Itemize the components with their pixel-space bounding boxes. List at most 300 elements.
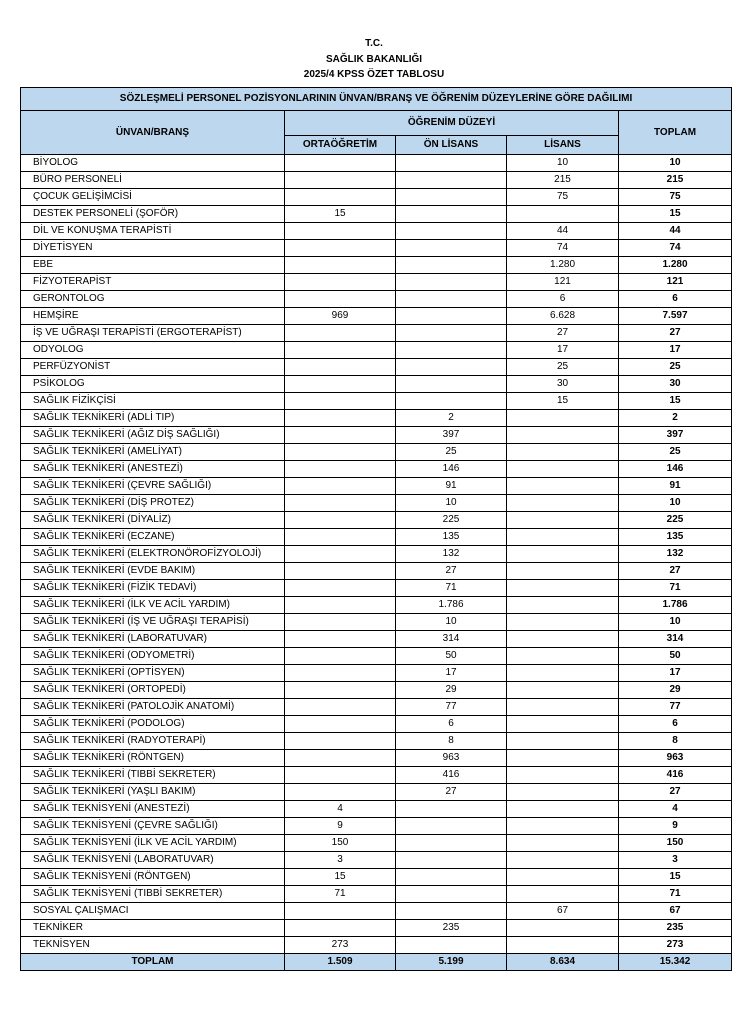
row-lisans-cell: 1.280	[507, 257, 619, 274]
row-onlisans-cell: 135	[396, 529, 507, 546]
total-ortaogretim: 1.509	[285, 954, 396, 971]
table-row	[21, 512, 732, 529]
row-toplam-cell: 135	[619, 529, 732, 546]
row-unvan-cell: HEMŞİRE	[21, 308, 285, 325]
row-lisans-cell	[507, 767, 619, 784]
row-unvan-cell: SAĞLIK FİZİKÇİSİ	[21, 393, 285, 410]
row-onlisans-cell: 963	[396, 750, 507, 767]
row-ortaogretim-cell: 3	[285, 852, 396, 869]
table-row	[21, 155, 732, 172]
row-unvan-cell: SAĞLIK TEKNİSYENİ (İLK VE ACİL YARDIM)	[21, 835, 285, 852]
row-onlisans-cell: 397	[396, 427, 507, 444]
row-lisans-cell	[507, 937, 619, 954]
row-lisans-cell: 67	[507, 903, 619, 920]
row-onlisans-cell	[396, 274, 507, 291]
row-lisans-cell	[507, 852, 619, 869]
row-lisans-cell	[507, 495, 619, 512]
row-onlisans-cell: 10	[396, 614, 507, 631]
row-unvan-cell: SAĞLIK TEKNİSYENİ (TIBBİ SEKRETER)	[21, 886, 285, 903]
row-unvan-cell: İŞ VE UĞRAŞI TERAPİSTİ (ERGOTERAPİST)	[21, 325, 285, 342]
row-unvan-cell: SAĞLIK TEKNİKERİ (ORTOPEDİ)	[21, 682, 285, 699]
row-toplam-cell: 1.280	[619, 257, 732, 274]
row-ortaogretim-cell	[285, 699, 396, 716]
row-ortaogretim-cell	[285, 325, 396, 342]
row-unvan-cell: SAĞLIK TEKNİKERİ (ADLİ TIP)	[21, 410, 285, 427]
row-toplam-cell: 6	[619, 716, 732, 733]
row-onlisans-cell: 10	[396, 495, 507, 512]
row-toplam-cell: 10	[619, 155, 732, 172]
row-unvan-cell: FİZYOTERAPİST	[21, 274, 285, 291]
row-onlisans-cell	[396, 325, 507, 342]
row-onlisans-cell: 50	[396, 648, 507, 665]
row-ortaogretim-cell	[285, 274, 396, 291]
row-toplam-cell: 146	[619, 461, 732, 478]
row-unvan-cell: EBE	[21, 257, 285, 274]
row-lisans-cell: 27	[507, 325, 619, 342]
row-onlisans-cell	[396, 886, 507, 903]
header-line-ministry: SAĞLIK BAKANLIĞI	[325, 54, 423, 65]
row-lisans-cell	[507, 631, 619, 648]
row-toplam-cell: 6	[619, 291, 732, 308]
row-toplam-cell: 75	[619, 189, 732, 206]
row-lisans-cell	[507, 563, 619, 580]
row-onlisans-cell	[396, 189, 507, 206]
row-lisans-cell	[507, 869, 619, 886]
row-ortaogretim-cell	[285, 257, 396, 274]
row-lisans-cell	[507, 886, 619, 903]
row-onlisans-cell	[396, 291, 507, 308]
row-toplam-cell: 29	[619, 682, 732, 699]
table-row	[21, 495, 732, 512]
row-unvan-cell: ÇOCUK GELİŞİMCİSİ	[21, 189, 285, 206]
table-title: SÖZLEŞMELİ PERSONEL POZİSYONLARININ ÜNVAN/BRANŞ VE ÖĞRENİM DÜZEYLERİNE GÖRE DAĞILIMI	[21, 88, 732, 111]
table-row	[21, 376, 732, 393]
table-row	[21, 325, 732, 342]
row-onlisans-cell: 71	[396, 580, 507, 597]
row-unvan-cell: BÜRO PERSONELİ	[21, 172, 285, 189]
row-ortaogretim-cell	[285, 359, 396, 376]
row-toplam-cell: 25	[619, 444, 732, 461]
row-toplam-cell: 50	[619, 648, 732, 665]
row-ortaogretim-cell: 4	[285, 801, 396, 818]
col-header-toplam: TOPLAM	[619, 111, 732, 155]
total-row	[21, 954, 732, 971]
row-unvan-cell: SAĞLIK TEKNİKERİ (AMELİYAT)	[21, 444, 285, 461]
row-lisans-cell	[507, 529, 619, 546]
row-toplam-cell: 91	[619, 478, 732, 495]
table-row	[21, 206, 732, 223]
row-lisans-cell: 121	[507, 274, 619, 291]
row-unvan-cell: PERFÜZYONİST	[21, 359, 285, 376]
row-lisans-cell	[507, 597, 619, 614]
row-ortaogretim-cell	[285, 750, 396, 767]
row-toplam-cell: 25	[619, 359, 732, 376]
table-row	[21, 852, 732, 869]
row-ortaogretim-cell	[285, 631, 396, 648]
row-lisans-cell: 6	[507, 291, 619, 308]
table-row	[21, 682, 732, 699]
row-toplam-cell: 150	[619, 835, 732, 852]
row-ortaogretim-cell	[285, 614, 396, 631]
row-lisans-cell: 17	[507, 342, 619, 359]
row-ortaogretim-cell	[285, 716, 396, 733]
row-ortaogretim-cell	[285, 376, 396, 393]
row-lisans-cell	[507, 699, 619, 716]
row-lisans-cell	[507, 410, 619, 427]
row-onlisans-cell: 1.786	[396, 597, 507, 614]
row-toplam-cell: 2	[619, 410, 732, 427]
row-lisans-cell	[507, 920, 619, 937]
table-row	[21, 546, 732, 563]
row-ortaogretim-cell	[285, 665, 396, 682]
row-lisans-cell	[507, 546, 619, 563]
row-toplam-cell: 121	[619, 274, 732, 291]
row-ortaogretim-cell	[285, 580, 396, 597]
table-row	[21, 835, 732, 852]
row-lisans-cell	[507, 682, 619, 699]
table-row	[21, 716, 732, 733]
row-unvan-cell: SAĞLIK TEKNİKERİ (PATOLOJİK ANATOMİ)	[21, 699, 285, 716]
row-ortaogretim-cell	[285, 410, 396, 427]
row-onlisans-cell: 314	[396, 631, 507, 648]
table-row	[21, 240, 732, 257]
row-toplam-cell: 416	[619, 767, 732, 784]
row-toplam-cell: 15	[619, 869, 732, 886]
row-ortaogretim-cell	[285, 546, 396, 563]
row-onlisans-cell: 235	[396, 920, 507, 937]
row-lisans-cell: 74	[507, 240, 619, 257]
row-unvan-cell: SAĞLIK TEKNİKERİ (OPTİSYEN)	[21, 665, 285, 682]
row-ortaogretim-cell	[285, 461, 396, 478]
table-row	[21, 886, 732, 903]
row-toplam-cell: 15	[619, 206, 732, 223]
row-ortaogretim-cell	[285, 223, 396, 240]
col-header-onlisans: ÖN LİSANS	[396, 136, 507, 155]
row-ortaogretim-cell: 15	[285, 206, 396, 223]
row-onlisans-cell: 2	[396, 410, 507, 427]
row-unvan-cell: SAĞLIK TEKNİKERİ (DİYALİZ)	[21, 512, 285, 529]
row-ortaogretim-cell	[285, 342, 396, 359]
table-row	[21, 818, 732, 835]
row-toplam-cell: 10	[619, 495, 732, 512]
row-toplam-cell: 10	[619, 614, 732, 631]
table-row	[21, 257, 732, 274]
row-ortaogretim-cell	[285, 444, 396, 461]
row-lisans-cell	[507, 784, 619, 801]
row-lisans-cell	[507, 750, 619, 767]
row-toplam-cell: 3	[619, 852, 732, 869]
row-lisans-cell: 44	[507, 223, 619, 240]
header-line-tc: T.C.	[365, 38, 383, 49]
row-toplam-cell: 132	[619, 546, 732, 563]
row-ortaogretim-cell	[285, 427, 396, 444]
row-lisans-cell	[507, 206, 619, 223]
row-onlisans-cell	[396, 206, 507, 223]
row-onlisans-cell: 27	[396, 563, 507, 580]
row-onlisans-cell: 27	[396, 784, 507, 801]
total-lisans: 8.634	[507, 954, 619, 971]
row-unvan-cell: SAĞLIK TEKNİKERİ (LABORATUVAR)	[21, 631, 285, 648]
table-row	[21, 444, 732, 461]
row-onlisans-cell: 132	[396, 546, 507, 563]
total-toplam: 15.342	[619, 954, 732, 971]
row-lisans-cell: 215	[507, 172, 619, 189]
row-lisans-cell	[507, 444, 619, 461]
table-row	[21, 699, 732, 716]
row-toplam-cell: 71	[619, 580, 732, 597]
row-lisans-cell	[507, 716, 619, 733]
col-header-ortaogretim: ORTAÖĞRETİM	[285, 136, 396, 155]
table-row	[21, 393, 732, 410]
row-onlisans-cell: 77	[396, 699, 507, 716]
row-lisans-cell: 30	[507, 376, 619, 393]
row-toplam-cell: 15	[619, 393, 732, 410]
row-lisans-cell	[507, 733, 619, 750]
row-unvan-cell: SAĞLIK TEKNİKERİ (ODYOMETRİ)	[21, 648, 285, 665]
table-row	[21, 529, 732, 546]
row-ortaogretim-cell	[285, 478, 396, 495]
row-onlisans-cell	[396, 342, 507, 359]
col-header-lisans: LİSANS	[507, 136, 619, 155]
row-ortaogretim-cell	[285, 648, 396, 665]
table-body	[21, 155, 732, 954]
row-ortaogretim-cell	[285, 393, 396, 410]
row-unvan-cell: SAĞLIK TEKNİKERİ (ECZANE)	[21, 529, 285, 546]
row-unvan-cell: SAĞLIK TEKNİSYENİ (RÖNTGEN)	[21, 869, 285, 886]
row-ortaogretim-cell	[285, 903, 396, 920]
row-toplam-cell: 67	[619, 903, 732, 920]
table-row	[21, 665, 732, 682]
row-lisans-cell	[507, 427, 619, 444]
row-unvan-cell: SOSYAL ÇALIŞMACI	[21, 903, 285, 920]
row-toplam-cell: 44	[619, 223, 732, 240]
row-lisans-cell: 15	[507, 393, 619, 410]
table-row	[21, 172, 732, 189]
row-unvan-cell: ODYOLOG	[21, 342, 285, 359]
row-onlisans-cell: 6	[396, 716, 507, 733]
table-row	[21, 563, 732, 580]
row-lisans-cell: 75	[507, 189, 619, 206]
col-header-ogrenim-duzeyi: ÖĞRENİM DÜZEYİ	[285, 111, 619, 136]
row-lisans-cell	[507, 665, 619, 682]
row-lisans-cell	[507, 614, 619, 631]
row-lisans-cell: 25	[507, 359, 619, 376]
row-toplam-cell: 27	[619, 563, 732, 580]
table-row	[21, 410, 732, 427]
row-onlisans-cell: 225	[396, 512, 507, 529]
row-ortaogretim-cell	[285, 189, 396, 206]
row-onlisans-cell	[396, 801, 507, 818]
row-ortaogretim-cell	[285, 597, 396, 614]
row-toplam-cell: 273	[619, 937, 732, 954]
row-onlisans-cell	[396, 240, 507, 257]
total-onlisans: 5.199	[396, 954, 507, 971]
row-lisans-cell	[507, 512, 619, 529]
table-row	[21, 784, 732, 801]
row-toplam-cell: 1.786	[619, 597, 732, 614]
row-lisans-cell	[507, 835, 619, 852]
header-line-summary-title: 2025/4 KPSS ÖZET TABLOSU	[303, 69, 445, 80]
row-ortaogretim-cell: 150	[285, 835, 396, 852]
row-onlisans-cell	[396, 818, 507, 835]
table-row	[21, 291, 732, 308]
row-onlisans-cell	[396, 308, 507, 325]
row-lisans-cell: 6.628	[507, 308, 619, 325]
row-unvan-cell: SAĞLIK TEKNİKERİ (RÖNTGEN)	[21, 750, 285, 767]
row-unvan-cell: PSİKOLOG	[21, 376, 285, 393]
row-onlisans-cell: 17	[396, 665, 507, 682]
row-unvan-cell: TEKNİSYEN	[21, 937, 285, 954]
row-ortaogretim-cell: 71	[285, 886, 396, 903]
row-onlisans-cell: 91	[396, 478, 507, 495]
row-onlisans-cell	[396, 172, 507, 189]
row-unvan-cell: SAĞLIK TEKNİKERİ (ANESTEZİ)	[21, 461, 285, 478]
row-lisans-cell	[507, 478, 619, 495]
table-row	[21, 920, 732, 937]
row-toplam-cell: 215	[619, 172, 732, 189]
row-unvan-cell: DESTEK PERSONELİ (ŞOFÖR)	[21, 206, 285, 223]
row-toplam-cell: 77	[619, 699, 732, 716]
table-row	[21, 937, 732, 954]
row-ortaogretim-cell	[285, 920, 396, 937]
row-onlisans-cell	[396, 852, 507, 869]
row-onlisans-cell	[396, 376, 507, 393]
row-unvan-cell: SAĞLIK TEKNİKERİ (AĞIZ DİŞ SAĞLIĞI)	[21, 427, 285, 444]
row-ortaogretim-cell	[285, 240, 396, 257]
table-row	[21, 461, 732, 478]
row-ortaogretim-cell	[285, 767, 396, 784]
table-row	[21, 903, 732, 920]
row-unvan-cell: SAĞLIK TEKNİSYENİ (ANESTEZİ)	[21, 801, 285, 818]
row-toplam-cell: 9	[619, 818, 732, 835]
row-toplam-cell: 71	[619, 886, 732, 903]
row-onlisans-cell	[396, 393, 507, 410]
row-ortaogretim-cell	[285, 733, 396, 750]
table-row	[21, 750, 732, 767]
row-onlisans-cell	[396, 869, 507, 886]
row-ortaogretim-cell	[285, 563, 396, 580]
row-toplam-cell: 27	[619, 325, 732, 342]
row-toplam-cell: 397	[619, 427, 732, 444]
row-ortaogretim-cell	[285, 291, 396, 308]
row-toplam-cell: 7.597	[619, 308, 732, 325]
row-unvan-cell: GERONTOLOG	[21, 291, 285, 308]
row-unvan-cell: BİYOLOG	[21, 155, 285, 172]
row-onlisans-cell: 25	[396, 444, 507, 461]
row-unvan-cell: SAĞLIK TEKNİKERİ (İLK VE ACİL YARDIM)	[21, 597, 285, 614]
row-onlisans-cell	[396, 903, 507, 920]
table-row	[21, 223, 732, 240]
row-onlisans-cell	[396, 835, 507, 852]
row-toplam-cell: 30	[619, 376, 732, 393]
row-ortaogretim-cell	[285, 172, 396, 189]
row-unvan-cell: SAĞLIK TEKNİKERİ (FİZİK TEDAVİ)	[21, 580, 285, 597]
row-ortaogretim-cell: 15	[285, 869, 396, 886]
row-unvan-cell: SAĞLIK TEKNİKERİ (RADYOTERAPİ)	[21, 733, 285, 750]
row-ortaogretim-cell: 273	[285, 937, 396, 954]
table-row	[21, 648, 732, 665]
row-unvan-cell: SAĞLIK TEKNİSYENİ (LABORATUVAR)	[21, 852, 285, 869]
row-unvan-cell: SAĞLIK TEKNİKERİ (YAŞLI BAKIM)	[21, 784, 285, 801]
row-onlisans-cell	[396, 155, 507, 172]
row-lisans-cell	[507, 461, 619, 478]
row-toplam-cell: 27	[619, 784, 732, 801]
row-onlisans-cell	[396, 937, 507, 954]
table-row	[21, 308, 732, 325]
table-row	[21, 478, 732, 495]
row-toplam-cell: 4	[619, 801, 732, 818]
row-toplam-cell: 17	[619, 665, 732, 682]
row-ortaogretim-cell	[285, 682, 396, 699]
row-toplam-cell: 235	[619, 920, 732, 937]
row-onlisans-cell: 8	[396, 733, 507, 750]
row-onlisans-cell	[396, 257, 507, 274]
row-ortaogretim-cell	[285, 495, 396, 512]
row-lisans-cell: 10	[507, 155, 619, 172]
table-row	[21, 342, 732, 359]
table-row	[21, 767, 732, 784]
row-toplam-cell: 225	[619, 512, 732, 529]
row-toplam-cell: 74	[619, 240, 732, 257]
row-unvan-cell: DİL VE KONUŞMA TERAPİSTİ	[21, 223, 285, 240]
row-ortaogretim-cell	[285, 512, 396, 529]
row-unvan-cell: DİYETİSYEN	[21, 240, 285, 257]
row-unvan-cell: SAĞLIK TEKNİKERİ (PODOLOG)	[21, 716, 285, 733]
total-label: TOPLAM	[21, 954, 285, 971]
table-row	[21, 597, 732, 614]
row-toplam-cell: 17	[619, 342, 732, 359]
row-unvan-cell: SAĞLIK TEKNİSYENİ (ÇEVRE SAĞLIĞI)	[21, 818, 285, 835]
row-ortaogretim-cell: 9	[285, 818, 396, 835]
row-toplam-cell: 963	[619, 750, 732, 767]
row-unvan-cell: TEKNİKER	[21, 920, 285, 937]
row-unvan-cell: SAĞLIK TEKNİKERİ (DİŞ PROTEZ)	[21, 495, 285, 512]
table-row	[21, 274, 732, 291]
table-row	[21, 359, 732, 376]
row-lisans-cell	[507, 818, 619, 835]
row-onlisans-cell: 146	[396, 461, 507, 478]
table-row	[21, 733, 732, 750]
table-row	[21, 869, 732, 886]
table-row	[21, 580, 732, 597]
distribution-table	[20, 87, 732, 971]
row-ortaogretim-cell	[285, 155, 396, 172]
row-toplam-cell: 314	[619, 631, 732, 648]
row-unvan-cell: SAĞLIK TEKNİKERİ (TIBBİ SEKRETER)	[21, 767, 285, 784]
row-lisans-cell	[507, 580, 619, 597]
row-ortaogretim-cell	[285, 529, 396, 546]
row-unvan-cell: SAĞLIK TEKNİKERİ (ÇEVRE SAĞLIĞI)	[21, 478, 285, 495]
table-row	[21, 614, 732, 631]
row-ortaogretim-cell	[285, 784, 396, 801]
row-lisans-cell	[507, 648, 619, 665]
row-onlisans-cell	[396, 359, 507, 376]
table-row	[21, 631, 732, 648]
table-row	[21, 427, 732, 444]
table-row	[21, 189, 732, 206]
row-onlisans-cell	[396, 223, 507, 240]
row-onlisans-cell: 29	[396, 682, 507, 699]
row-onlisans-cell: 416	[396, 767, 507, 784]
row-unvan-cell: SAĞLIK TEKNİKERİ (EVDE BAKIM)	[21, 563, 285, 580]
row-lisans-cell	[507, 801, 619, 818]
row-ortaogretim-cell: 969	[285, 308, 396, 325]
row-unvan-cell: SAĞLIK TEKNİKERİ (ELEKTRONÖROFİZYOLOJİ)	[21, 546, 285, 563]
table-row	[21, 801, 732, 818]
col-header-unvan: ÜNVAN/BRANŞ	[21, 111, 285, 155]
row-unvan-cell: SAĞLIK TEKNİKERİ (İŞ VE UĞRAŞI TERAPİSİ)	[21, 614, 285, 631]
row-toplam-cell: 8	[619, 733, 732, 750]
